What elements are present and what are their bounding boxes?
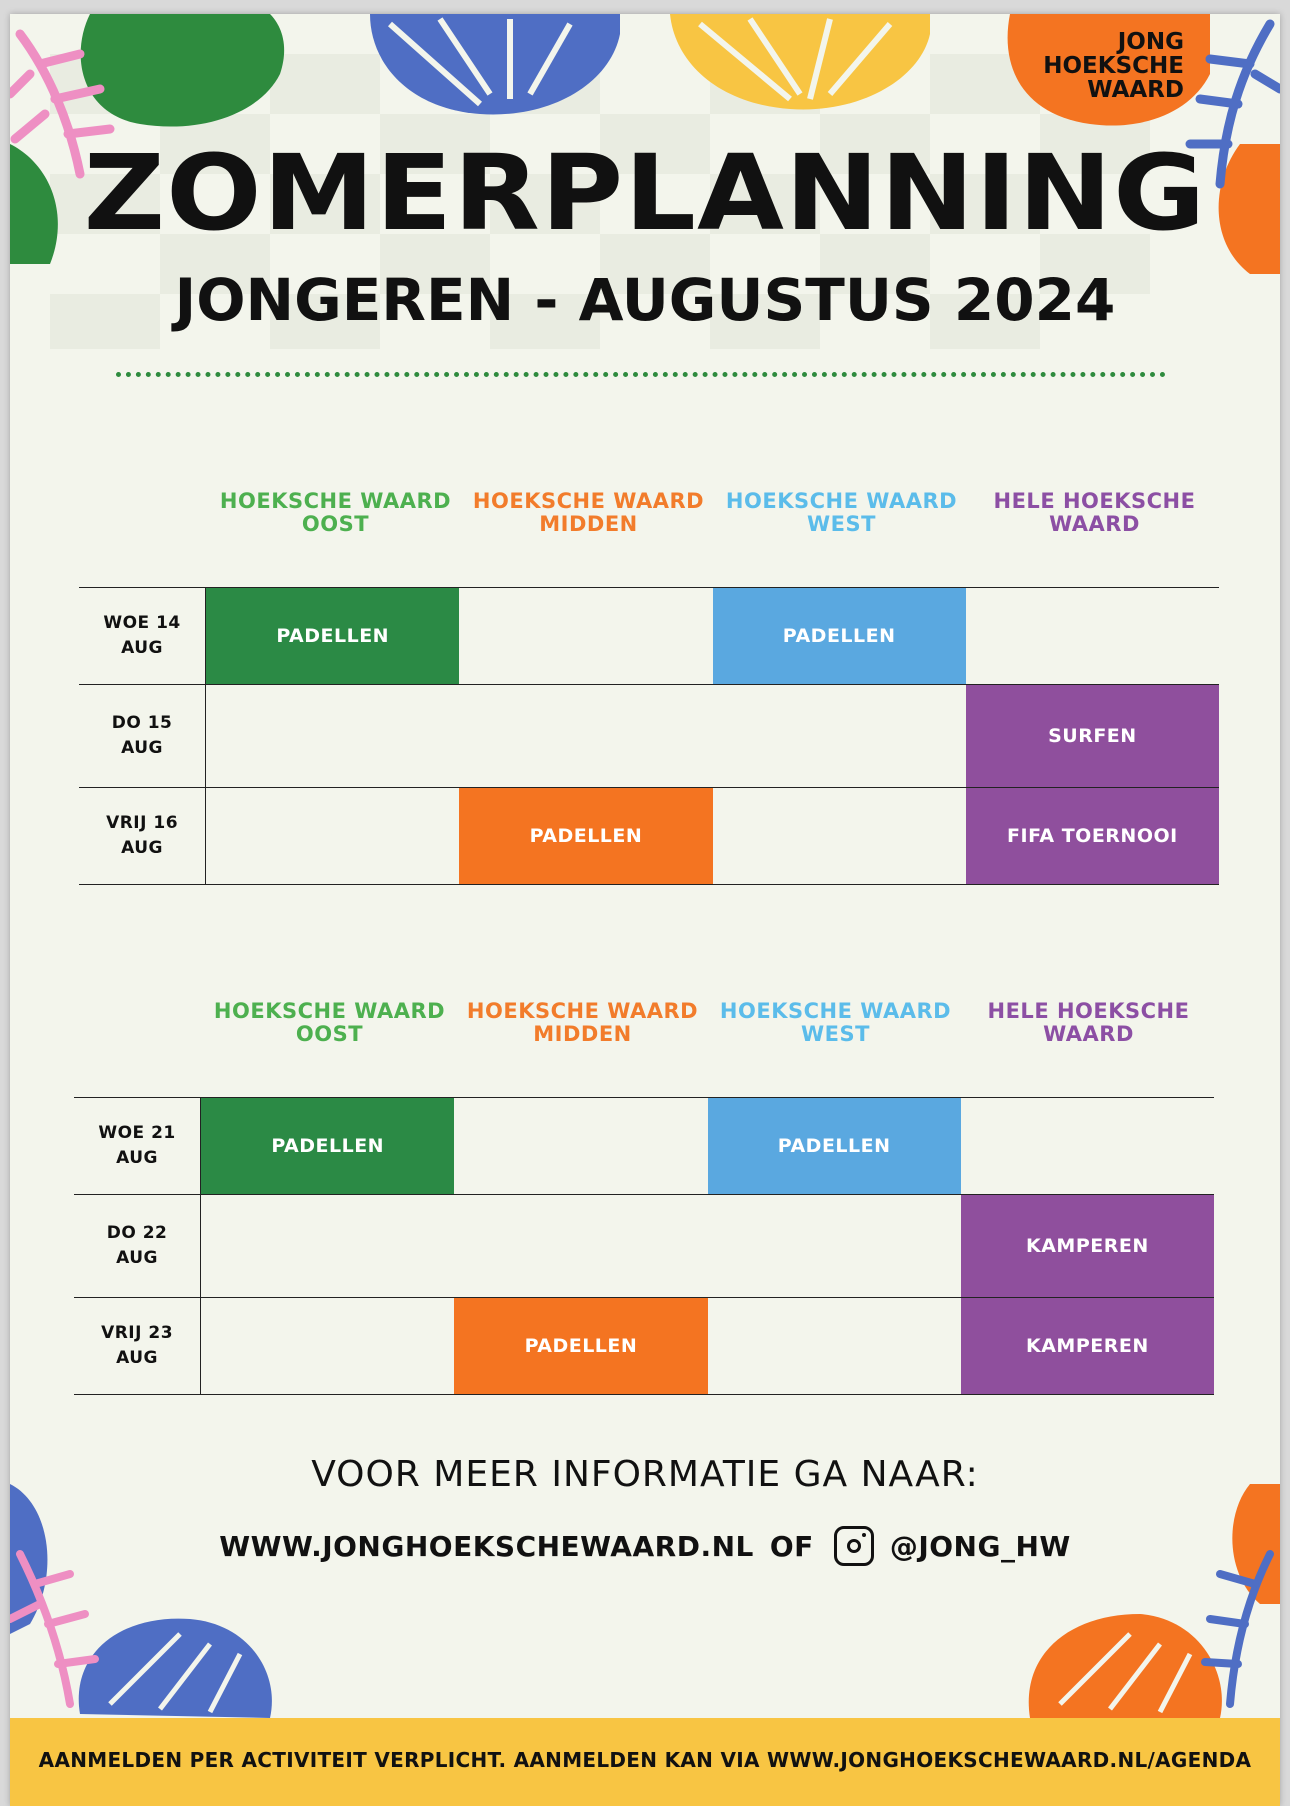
activity-cell: [966, 588, 1219, 685]
column-header-oost: HOEKSCHE WAARD OOST: [213, 999, 446, 1046]
table-row: [74, 1098, 1214, 1195]
activity-cell: FIFA TOERNOOI: [966, 788, 1219, 885]
activity-cell: SURFEN: [966, 685, 1219, 788]
instagram-handle[interactable]: @JONG_HW: [889, 1529, 1071, 1563]
or-label: OF: [769, 1529, 814, 1563]
day-label: DO 22 AUG: [74, 1195, 201, 1298]
poster: [10, 14, 1280, 1806]
column-headers-week2: [203, 1000, 1215, 1046]
activity-cell: PADELLEN: [206, 588, 460, 685]
table-row: [79, 685, 1219, 788]
info-heading: VOOR MEER INFORMATIE GA NAAR:: [311, 1454, 979, 1495]
footer-text: AANMELDEN PER ACTIVITEIT VERPLICHT. AANMELDEN KAN VIA WWW.JONGHOEKSCHEWAARD.NL/AGENDA: [38, 1748, 1252, 1772]
day-label: VRIJ 23 AUG: [74, 1298, 201, 1395]
table-row: [79, 588, 1219, 685]
schedule-table-week1: [79, 587, 1219, 885]
day-label: DO 15 AUG: [79, 685, 206, 788]
day-label: WOE 21 AUG: [74, 1098, 201, 1195]
table-row: [74, 1195, 1214, 1298]
activity-cell: PADELLEN: [201, 1098, 455, 1195]
activity-cell: [201, 1195, 455, 1298]
column-header-hele: HELE HOEKSCHE WAARD: [987, 999, 1190, 1046]
day-label: WOE 14 AUG: [79, 588, 206, 685]
day-label: VRIJ 16 AUG: [79, 788, 206, 885]
column-header-west: HOEKSCHE WAARD WEST: [725, 489, 958, 536]
activity-cell: KAMPEREN: [961, 1195, 1214, 1298]
activity-cell: [713, 788, 966, 885]
column-header-midden: HOEKSCHE WAARD MIDDEN: [472, 489, 705, 536]
dotted-divider: [116, 372, 1166, 377]
activity-cell: [961, 1098, 1214, 1195]
column-headers-week1: [209, 490, 1221, 536]
logo-line: WAARD: [1087, 77, 1184, 103]
activity-cell: [459, 685, 712, 788]
activity-cell: KAMPEREN: [961, 1298, 1214, 1395]
activity-cell: PADELLEN: [708, 1098, 961, 1195]
table-row: [74, 1298, 1214, 1395]
column-header-hele: HELE HOEKSCHE WAARD: [993, 489, 1196, 536]
activity-cell: [454, 1195, 707, 1298]
activity-cell: [708, 1298, 961, 1395]
activity-cell: PADELLEN: [454, 1298, 707, 1395]
table-row: [79, 788, 1219, 885]
activity-cell: PADELLEN: [276, 825, 390, 847]
page-subtitle: JONGEREN - AUGUSTUS 2024: [174, 266, 1116, 334]
website-link[interactable]: WWW.JONGHOEKSCHEWAARD.NL: [219, 1529, 754, 1563]
footer-bar: [10, 1718, 1280, 1806]
instagram-icon: [834, 1526, 874, 1566]
page-title: ZOMERPLANNING: [83, 132, 1207, 254]
activity-cell: PADELLEN: [459, 788, 712, 885]
activity-cell: PADELLEN: [713, 588, 966, 685]
logo: [1043, 30, 1184, 102]
logo-line: JONG: [1117, 29, 1184, 55]
activity-cell: [206, 685, 460, 788]
contact-links: [10, 1526, 1280, 1566]
activity-cell: [459, 588, 712, 685]
activity-cell: [713, 685, 966, 788]
column-header-west: HOEKSCHE WAARD WEST: [719, 999, 952, 1046]
column-header-oost: HOEKSCHE WAARD OOST: [219, 489, 452, 536]
column-header-midden: HOEKSCHE WAARD MIDDEN: [466, 999, 699, 1046]
activity-cell: [201, 1298, 455, 1395]
activity-cell: PADELLEN: [524, 1135, 638, 1157]
activity-cell: [708, 1195, 961, 1298]
schedule-table-week2: [74, 1097, 1214, 1395]
logo-line: HOEKSCHE: [1043, 53, 1184, 79]
